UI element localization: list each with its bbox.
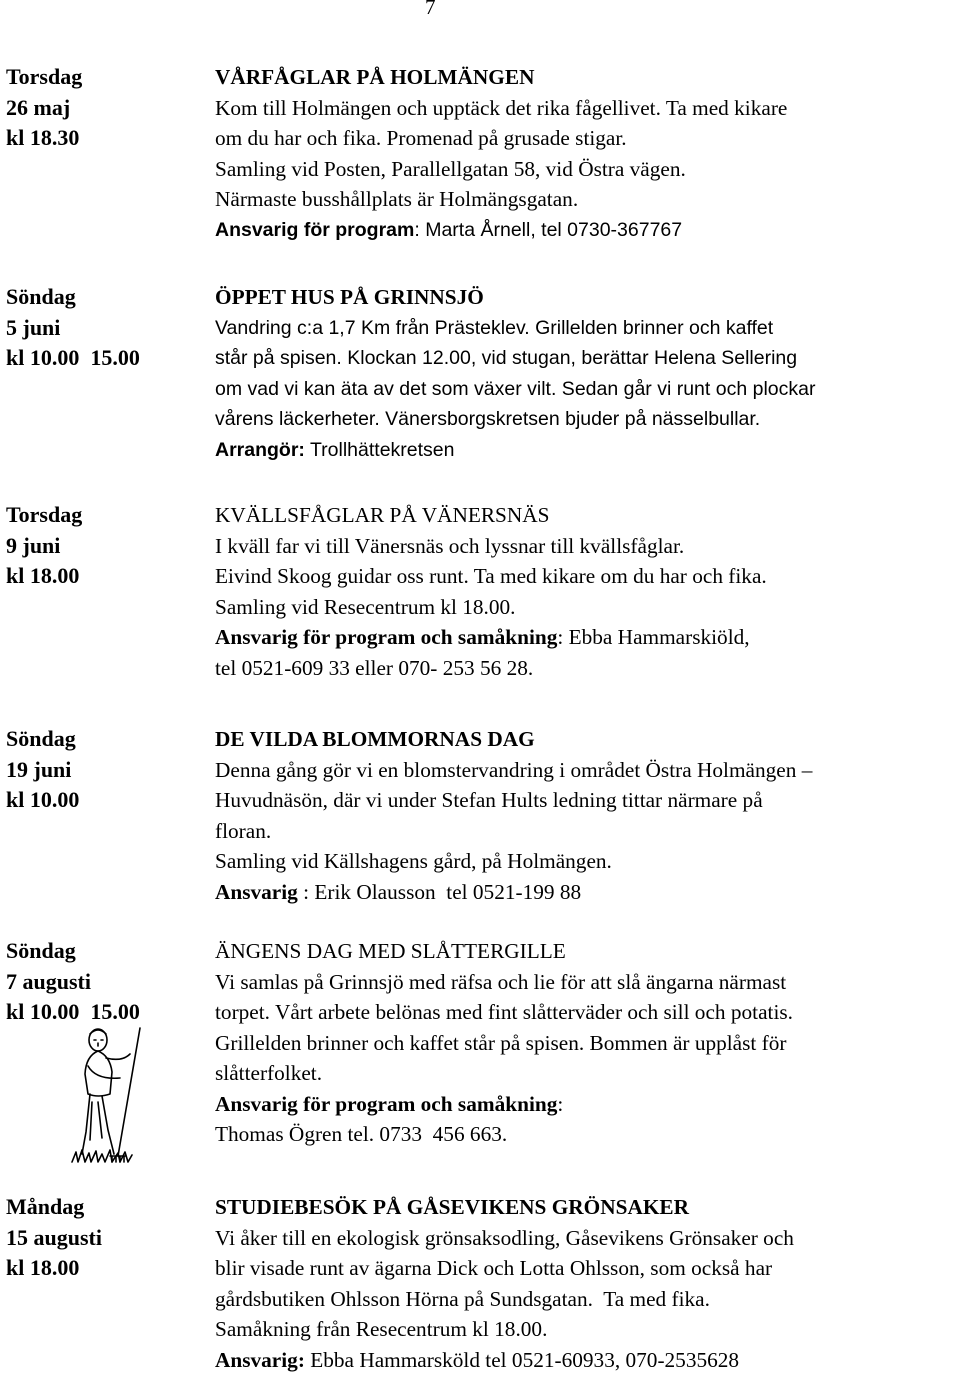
event-weekday: Söndag <box>6 284 76 309</box>
event-line: Vi samlas på Grinnsjö med räfsa och lie för att slå ängarna närmast <box>215 969 787 994</box>
event-line: står på spisen. Klockan 12.00, vid stugan, berättar Helena Sellering <box>215 347 798 369</box>
contact-text: : Ebba Hammarskiöld, <box>557 625 750 649</box>
event-title: ÄNGENS DAG MED SLÅTTERGILLE <box>215 939 566 963</box>
event-contact <box>215 1345 955 1376</box>
event-date-block <box>6 724 206 816</box>
event-contact <box>215 435 955 466</box>
event-date: 5 juni <box>6 314 61 340</box>
event-line: Vi åker till en ekologisk grönsaksodling, Gåsevikens Grönsaker och <box>215 1225 794 1250</box>
event-time: kl 18.00 <box>6 1255 80 1280</box>
event-date-block <box>6 62 206 154</box>
event-weekday: Torsdag <box>6 64 83 89</box>
event-line: Samling vid Posten, Parallellgatan 58, vid Östra vägen. <box>215 156 686 181</box>
event-date: 9 juni <box>6 532 61 558</box>
event-line: vårens läckerheter. Vänersborgskretsen bjuder på nässelbullar. <box>215 408 761 430</box>
event-date: 19 juni <box>6 756 72 782</box>
event-line: Huvudnäsön, där vi under Stefan Hults ledning tittar närmare på <box>215 788 763 812</box>
event-line: Denna gång gör vi en blomstervandring i området Östra Holmängen – <box>215 757 813 782</box>
contact-text: : <box>557 1091 564 1116</box>
event-body <box>215 1192 955 1375</box>
event-contact <box>215 877 955 908</box>
event-line: Samling vid Källshagens gård, på Holmängen. <box>215 849 612 873</box>
event-line: Närmaste busshållplats är Holmängsgatan. <box>215 187 579 211</box>
event-time: kl 18.30 <box>6 125 80 150</box>
event-title: DE VILDA BLOMMORNAS DAG <box>215 727 535 751</box>
contact-label: Ansvarig för program <box>215 218 415 241</box>
event-date-block <box>6 282 206 374</box>
contact-label: Arrangör: <box>215 438 305 461</box>
event-body <box>215 724 955 907</box>
event-weekday: Torsdag <box>6 502 83 527</box>
event-time: kl 10.00 15.00 <box>6 345 140 370</box>
event-line: om du har och fika. Promenad på grusade stigar. <box>215 126 627 150</box>
event-contact <box>215 622 955 653</box>
event-line: Kom till Holmängen och upptäck det rika fågellivet. Ta med kikare <box>215 95 788 120</box>
event-line: gårdsbutiken Ohlsson Hörna på Sundsgatan. Ta med fika. <box>215 1286 710 1311</box>
event-line: Thomas Ögren tel. 0733 456 663. <box>215 1122 508 1146</box>
event-date-block <box>6 500 206 592</box>
event-line: tel 0521-609 33 eller 070- 253 56 28. <box>215 655 534 680</box>
event-date-block <box>6 936 206 1028</box>
event-time: kl 18.00 <box>6 563 80 588</box>
event-contact <box>215 1089 955 1120</box>
event-date: 15 augusti <box>6 1224 102 1250</box>
contact-text: : Erik Olausson tel 0521-199 88 <box>297 879 582 904</box>
event-title: ÖPPET HUS PÅ GRINNSJÖ <box>215 285 484 309</box>
event-line: torpet. Vårt arbete belönas med fint slåtterväder och sill och potatis. <box>215 1000 793 1024</box>
event-date: 26 maj <box>6 94 71 120</box>
event-line: I kväll far vi till Vänersnäs och lyssnar till kvällsfåglar. <box>215 533 685 558</box>
event-title: VÅRFÅGLAR PÅ HOLMÄNGEN <box>215 65 535 89</box>
contact-label: Ansvarig för program och samåkning <box>215 625 558 649</box>
event-line: floran. <box>215 818 272 843</box>
event-body <box>215 500 955 683</box>
event-time: kl 10.00 15.00 <box>6 999 140 1024</box>
event-line: Samling vid Resecentrum kl 18.00. <box>215 594 516 619</box>
event-date-block <box>6 1192 206 1284</box>
event-body <box>215 936 955 1150</box>
contact-text: Trollhättekretsen <box>304 438 455 461</box>
page-number: 7 <box>425 0 436 19</box>
event-body <box>215 62 955 245</box>
raking-man-illustration <box>68 1022 160 1168</box>
event-weekday: Söndag <box>6 726 76 751</box>
event-weekday: Måndag <box>6 1194 85 1219</box>
contact-text: : Marta Årnell, tel 0730-367767 <box>414 218 683 241</box>
event-line: blir visade runt av ägarna Dick och Lotta Ohlsson, som också har <box>215 1256 773 1280</box>
event-line: Eivind Skoog guidar oss runt. Ta med kikare om du har och fika. <box>215 564 767 588</box>
event-time: kl 10.00 <box>6 787 80 812</box>
contact-text: Ebba Hammarsköld tel 0521-60933, 070-2535628 <box>304 1347 740 1372</box>
event-weekday: Söndag <box>6 938 76 963</box>
event-line: Samåkning från Resecentrum kl 18.00. <box>215 1317 548 1341</box>
event-line: slåtterfolket. <box>215 1061 323 1085</box>
event-line: Grillelden brinner och kaffet står på spisen. Bommen är upplåst för <box>215 1030 787 1055</box>
event-line: om vad vi kan äta av det som växer vilt. Sedan går vi runt och plockar <box>215 377 816 400</box>
contact-label: Ansvarig för program och samåkning <box>215 1091 558 1116</box>
contact-label: Ansvarig: <box>215 1347 305 1372</box>
contact-label: Ansvarig <box>215 879 298 904</box>
event-title: KVÄLLSFÅGLAR PÅ VÄNERSNÄS <box>215 503 550 527</box>
event-title: STUDIEBESÖK PÅ GÅSEVIKENS GRÖNSAKER <box>215 1195 689 1219</box>
event-date: 7 augusti <box>6 968 91 994</box>
event-body <box>215 282 955 465</box>
event-line: Vandring c:a 1,7 Km från Prästeklev. Grillelden brinner och kaffet <box>215 316 774 339</box>
event-contact <box>215 215 955 246</box>
